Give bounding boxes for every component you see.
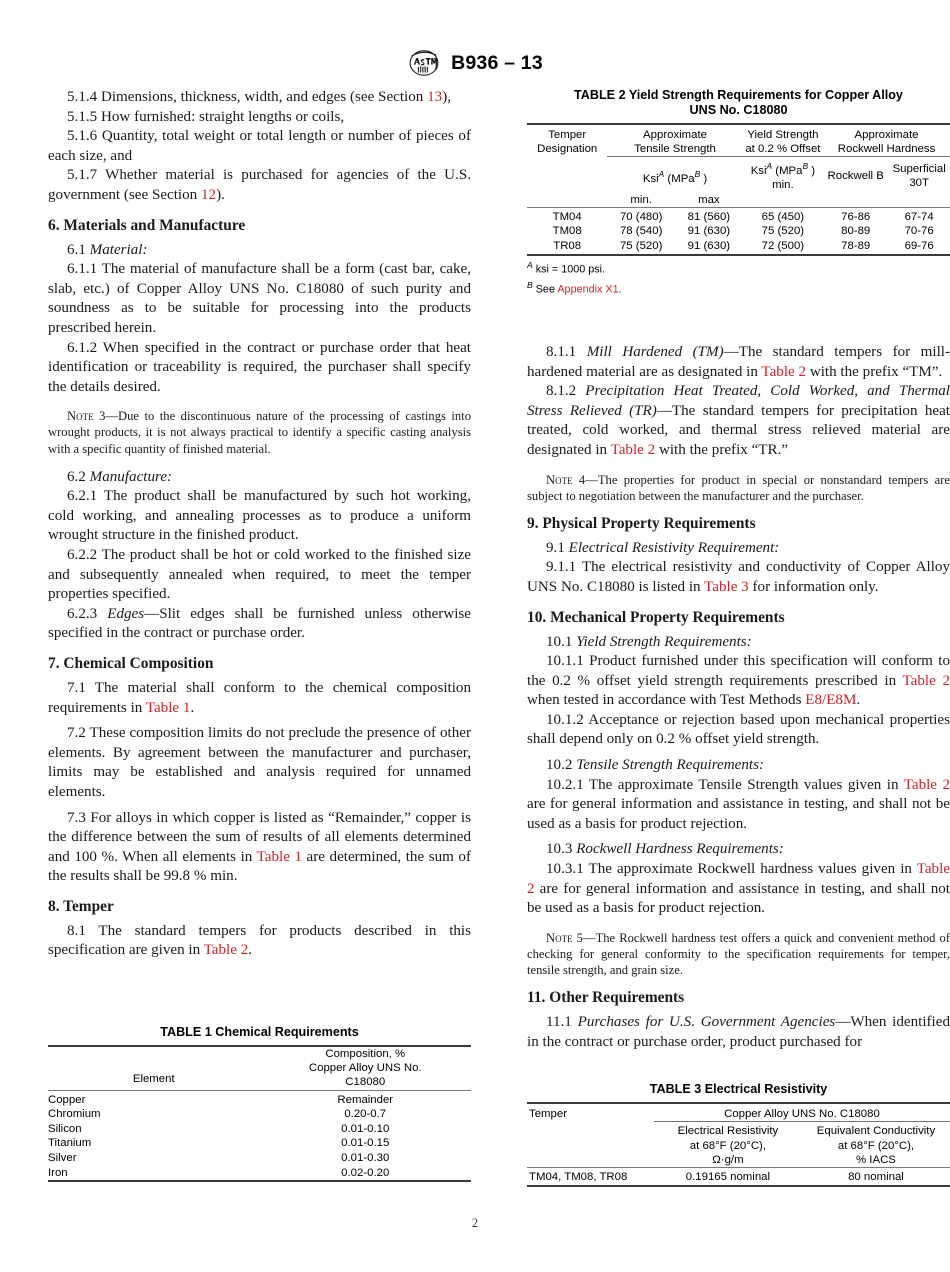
table-2-header-yield: [743, 124, 823, 157]
table-2-subheader-superficial: [888, 157, 950, 193]
text: are for general information and assistance in testing, and shall not be used as a basis for product rejection.: [527, 880, 950, 917]
section-heading-8: 8. Temper: [48, 897, 114, 915]
header-line-2: Copper Alloy UNS No.: [308, 1062, 422, 1075]
title-line-2: UNS No. C18080: [689, 103, 788, 117]
table-3-header-temper: Temper: [529, 1108, 567, 1121]
text: 10.2.1 The approximate Tensile Strength values given in: [546, 776, 904, 793]
text: 10.2: [546, 757, 577, 774]
paragraph-10-2-1: [527, 776, 950, 835]
table-2-subheader-rockwell-b: Rockwell B: [823, 157, 888, 193]
section-heading-7: 7. Chemical Composition: [48, 654, 214, 672]
table-3-header-resistivity: [654, 1122, 802, 1168]
unit-mpa: (MPa: [664, 172, 695, 185]
cross-reference-table-2[interactable]: Table 2: [203, 942, 249, 959]
right-column: [527, 88, 950, 1188]
paragraph-8-1: [48, 922, 471, 961]
text: —The standard tempers for precipitation heat treated, cold worked, and thermal stress relieved material are designated in: [527, 402, 950, 458]
cell-element: Titanium: [48, 1137, 92, 1150]
paragraph-8-1-1: [527, 343, 950, 382]
text: are determined, the sum of the results shall be 99.8 % min.: [48, 848, 472, 885]
cross-reference-table-2[interactable]: Table 2: [903, 776, 950, 793]
cell-tensile-min: 78 (540): [619, 225, 663, 238]
table-2-header-row-3: [527, 193, 950, 208]
paragraph-10-3: [527, 840, 950, 860]
cell-rockwell-b: 80-89: [841, 225, 871, 238]
text: 5.1.4 Dimensions, thickness, width, and edges (see Section: [67, 89, 428, 105]
cross-reference-table-2[interactable]: Table 2: [527, 861, 950, 897]
header-line-2: Rockwell Hardness: [837, 143, 936, 156]
paragraph-9-1: [527, 539, 950, 559]
unit-mpa: (MPa: [772, 165, 803, 178]
footnote-marker-b: B: [527, 279, 533, 290]
table-2-subheader-min: min.: [630, 193, 652, 206]
text: 10.3: [546, 841, 577, 858]
text: 9.1: [546, 539, 569, 556]
header-line-3: % IACS: [856, 1153, 896, 1166]
cross-reference-table-1[interactable]: Table 1: [256, 848, 302, 865]
text: for information only.: [748, 578, 879, 595]
footnote-text: ksi = 1000 psi.: [532, 263, 606, 276]
paragraph-5-1-6: 5.1.6 Quantity, total weight or total length or number of pieces of each size, and: [48, 128, 471, 164]
footnote-marker-a: A: [766, 161, 773, 172]
text: .: [190, 699, 195, 716]
table-2-header-hardness: [823, 124, 950, 157]
cell-superficial: 69-76: [904, 240, 934, 252]
cross-reference-table-3[interactable]: Table 3: [704, 578, 749, 595]
text: .: [248, 942, 253, 959]
cell-yield-min: 75 (520): [761, 225, 805, 238]
footnote-text: See: [532, 283, 558, 296]
table-row: [527, 239, 950, 255]
text: —The standard tempers for mill-hardened material are as designated in: [527, 343, 950, 380]
paragraph-9-1-1: [527, 558, 950, 597]
text: 5.1.7 Whether material is purchased for agencies of the U.S. government (see Section: [48, 167, 471, 203]
cell-tensile-max: 81 (560): [687, 210, 731, 223]
cell-conductivity: 80 nominal: [848, 1171, 904, 1184]
table-row: [527, 1170, 950, 1186]
text: 8.1 The standard tempers for products described in this specification are given in: [48, 922, 471, 959]
paragraph-6-2: [48, 468, 471, 488]
text: when tested in accordance with Test Methods: [527, 692, 806, 709]
paragraph-5-1-5: 5.1.5 How furnished: straight lengths or coils,: [67, 108, 345, 125]
paragraph-8-1-2: [527, 382, 950, 460]
text: with the prefix “TR.”: [655, 441, 789, 458]
table-1-header-element: Element: [132, 1073, 175, 1086]
text: ).: [216, 186, 225, 203]
text: with the prefix “TM”.: [806, 363, 943, 380]
note-label: Note: [546, 930, 573, 945]
cross-reference-appendix-x1[interactable]: Appendix X1: [557, 283, 619, 296]
table-2-footnote-a: [527, 257, 950, 277]
cross-reference-e8-e8m[interactable]: E8/E8M: [805, 692, 857, 709]
cell-element: Silver: [48, 1152, 77, 1165]
cell-composition: 0.01-0.10: [341, 1122, 390, 1135]
rule: [527, 1186, 950, 1188]
table-1: [48, 1025, 471, 1183]
note-text: The Rockwell hardness test offers a quick and convenient method of checking for general conformity to the specification requirements for temper, tensile strength, and grain size.: [527, 930, 950, 977]
cell-superficial: 70-76: [904, 225, 934, 238]
cell-tensile-min: 70 (480): [619, 210, 663, 223]
header-line-1: Equivalent Conductivity: [816, 1125, 936, 1138]
text: Yield Strength Requirements:: [576, 633, 752, 650]
astm-logo-icon: [407, 48, 441, 78]
text: 7.1 The material shall conform to the chemical composition requirements in: [48, 679, 471, 716]
section-heading-10: 10. Mechanical Property Requirements: [527, 608, 785, 626]
text: Tensile Strength Requirements:: [576, 757, 764, 774]
header-line-3: Ω·g/m: [712, 1153, 744, 1166]
blank: [888, 193, 950, 208]
text: 11.1: [546, 1014, 578, 1031]
text: .: [856, 692, 861, 709]
section-heading-9: 9. Physical Property Requirements: [527, 514, 756, 532]
footnote-marker-b: B: [694, 168, 701, 179]
paragraph-7-3: [48, 809, 471, 887]
footnote-marker-b: B: [802, 161, 809, 172]
text: 6.2.3: [67, 605, 108, 622]
cell-tensile-max: 91 (630): [687, 240, 731, 252]
paragraph-10-2: [527, 756, 950, 776]
paragraph-6-2-2: 6.2.2 The product shall be hot or cold worked to the finished size and subsequently annealed when required, to meet the temper properties specified.: [48, 546, 471, 603]
cell-composition: 0.01-0.30: [341, 1152, 390, 1165]
paragraph-10-3-1: [527, 860, 950, 919]
header-line-2: at 0.2 % Offset: [745, 143, 821, 156]
footnote-text: .: [618, 283, 622, 296]
note-5: [527, 930, 950, 978]
text: —When identified in the contract or purchase order, product purchased for: [527, 1014, 950, 1050]
text: Mill Hardened (TM): [586, 343, 724, 360]
blank: [823, 193, 888, 208]
paragraph-10-1: [527, 633, 950, 653]
rule: [48, 1181, 471, 1183]
note-text: The properties for product in special or nonstandard tempers are subject to negotiation between the manufacturer and the purchaser.: [527, 472, 950, 503]
paragraph-5-1-4: [48, 88, 471, 108]
table-2: [527, 88, 950, 297]
cell-temper: TM04: [552, 210, 582, 223]
blank: [743, 193, 823, 208]
cross-reference-table-2[interactable]: Table 2: [610, 441, 656, 458]
text: ),: [442, 89, 452, 105]
cross-reference-table-1[interactable]: Table 1: [145, 699, 191, 716]
table-2-subheader-max: max: [698, 193, 720, 206]
header-line-1: Superficial: [892, 162, 946, 175]
cell-composition: 0.02-0.20: [341, 1166, 390, 1179]
unit-ksi: Ksi: [750, 165, 767, 178]
cell-element: Silicon: [48, 1122, 82, 1135]
paragraph-6-1: [48, 241, 471, 261]
note-4: [527, 472, 950, 504]
cell-tensile-min: 75 (520): [619, 240, 663, 252]
cell-element: Chromium: [48, 1108, 101, 1121]
cross-reference-section-12[interactable]: 12: [201, 186, 217, 203]
cell-rockwell-b: 78-89: [841, 240, 871, 252]
table-2-unit-tensile: [607, 157, 742, 193]
note-number: 3—: [93, 409, 118, 424]
document-id: B936 – 13: [451, 51, 543, 74]
note-text: Due to the discontinuous nature of the processing of castings into wrought products, it is not always practical to identify a specific casting analysis with a specific quantity of finished material.: [48, 409, 471, 456]
paragraph-11-1: [527, 1013, 950, 1052]
table-3-title: TABLE 3 Electrical Resistivity: [649, 1082, 828, 1097]
unit-close: ): [700, 172, 708, 185]
text: Precipitation Heat Treated, Cold Worked, and Thermal Stress Relieved (TR): [527, 383, 950, 419]
table-3-header-row-1: [527, 1103, 950, 1122]
left-column: [48, 88, 471, 1188]
footnote-marker-a: A: [658, 168, 665, 179]
table-2-footnote-b: [527, 277, 950, 297]
note-label: Note: [546, 472, 573, 487]
cell-element: Iron: [48, 1166, 68, 1179]
title-line-1: TABLE 2 Yield Strength Requirements for Copper Alloy: [574, 88, 903, 102]
paragraph-6-2-3: [48, 605, 471, 644]
header-line-3: C18080: [345, 1076, 386, 1089]
table-2-header-temper: [527, 124, 607, 193]
text: Rockwell Hardness Requirements:: [576, 841, 784, 858]
header-line-2: 30T: [909, 177, 929, 189]
text: Purchases for U.S. Government Agencies: [577, 1014, 836, 1031]
unit-label: [743, 159, 823, 178]
header-line-1: Approximate: [643, 129, 707, 141]
blank: [527, 193, 607, 208]
header-line-2: Designation: [537, 143, 598, 156]
paragraph-10-1-1: [527, 652, 950, 711]
text: 7.3 For alloys in which copper is listed as “Remainder,” copper is the difference between the sum of results of all elements determined and 100 %. When all elements in: [48, 809, 471, 865]
paragraph-7-1: [48, 679, 471, 718]
header-line-1: Yield Strength: [747, 129, 819, 141]
paragraph-6-1-1: 6.1.1 The material of manufacture shall be a form (cast bar, cake, slab, etc.) of Copper Alloy UNS No. C18080 of such purity and soundness as to be suitable for processing into the products prescribed herein.: [48, 261, 471, 336]
note-number: 4—: [572, 472, 598, 487]
header-line-1: Approximate: [854, 129, 919, 141]
text: 10.1: [546, 633, 577, 650]
page-number: 2: [471, 1216, 479, 1230]
cell-superficial: 67-74: [904, 210, 934, 223]
paragraph-6-1-2: 6.1.2 When specified in the contract or purchase order that heat identification or traceability is required, the purchaser shall specify the details desired.: [48, 339, 471, 395]
table-3-header-span: Copper Alloy UNS No. C18080: [724, 1108, 880, 1121]
text: Electrical Resistivity Requirement:: [568, 539, 780, 556]
table-1-header-composition: [260, 1046, 472, 1090]
note-number: 5—: [572, 930, 596, 945]
text: 6.2: [67, 468, 90, 485]
text: —Slit edges shall be furnished unless otherwise specified in the contract or purchase order.: [48, 605, 471, 642]
header-line-1: Temper: [548, 129, 587, 141]
table-row: [48, 1166, 471, 1182]
page-header: [0, 48, 950, 78]
text: Manufacture:: [89, 468, 173, 485]
paragraph-5-1-7: [48, 166, 471, 205]
table-row: [48, 1093, 471, 1108]
unit-ksi: Ksi: [642, 172, 659, 185]
table-2-header-row-1: [527, 124, 950, 157]
header-line-2: at 68°F (20°C),: [689, 1139, 767, 1152]
cell-yield-min: 65 (450): [761, 210, 805, 223]
paragraph-7-2: 7.2 These composition limits do not preclude the presence of other elements. By agreement between the manufacturer and purchaser, limits may be established and analysis required for unnamed elements.: [48, 725, 471, 800]
cell-composition: 0.20-0.7: [344, 1108, 387, 1121]
note-label: Note: [67, 409, 94, 424]
note-3: [48, 408, 471, 456]
footnote-marker-a: A: [527, 259, 533, 270]
table-2-title: [527, 88, 950, 118]
cell-temper: TM04, TM08, TR08: [529, 1171, 628, 1184]
header-line-2: at 68°F (20°C),: [837, 1139, 915, 1152]
cell-composition: 0.01-0.15: [341, 1137, 390, 1150]
header-line-1: Electrical Resistivity: [677, 1125, 779, 1138]
paragraph-6-2-1: 6.2.1 The product shall be manufactured by such hot working, cold working, and annealing processes as to produce a uniform wrought structure in the finished product.: [48, 488, 471, 544]
cell-temper: TM08: [552, 225, 582, 238]
cross-reference-table-2[interactable]: Table 2: [761, 363, 807, 380]
cell-rockwell-b: 76-86: [841, 210, 871, 223]
unit-label: [607, 167, 742, 186]
table-row: [48, 1136, 471, 1151]
cross-reference-table-2[interactable]: Table 2: [902, 672, 950, 689]
text: 6.1: [67, 241, 90, 258]
text: 8.1.2: [546, 383, 586, 400]
table-row: [48, 1151, 471, 1166]
header-line-1: Composition, %: [325, 1048, 406, 1061]
table-1-header-row: [48, 1046, 471, 1090]
text: 9.1.1 The electrical resistivity and conductivity of Copper Alloy UNS No. C18080 is listed in: [527, 559, 950, 595]
table-row: [48, 1122, 471, 1137]
cell-resistivity: 0.19165 nominal: [685, 1171, 771, 1184]
cell-composition: Remainder: [337, 1093, 394, 1106]
cross-reference-section-13[interactable]: 13: [427, 89, 443, 105]
table-2-header-tensile: [607, 124, 742, 157]
paragraph-10-1-2: 10.1.2 Acceptance or rejection based upon mechanical properties shall depend only on 0.2 % offset yield strength.: [527, 711, 950, 748]
header-line-2: Tensile Strength: [634, 143, 716, 156]
text: Material:: [89, 241, 148, 258]
table-row: [527, 224, 950, 239]
table-row: [48, 1107, 471, 1122]
text: Edges: [107, 605, 145, 622]
text: 10.1.1 Product furnished under this specification will conform to the 0.2 % offset yield strength requirements prescribed in: [527, 653, 950, 689]
cell-temper: TR08: [553, 240, 582, 252]
cell-yield-min: 72 (500): [761, 240, 805, 252]
cell-tensile-max: 91 (630): [687, 225, 731, 238]
table-1-title: TABLE 1 Chemical Requirements: [160, 1025, 359, 1040]
text: 10.3.1 The approximate Rockwell hardness values given in: [546, 861, 917, 878]
table-3-header-conductivity: [802, 1122, 950, 1168]
cell-element: Copper: [48, 1093, 86, 1106]
unit-close: ): [808, 165, 816, 178]
section-heading-11: 11. Other Requirements: [527, 989, 685, 1007]
section-heading-6: 6. Materials and Manufacture: [48, 216, 246, 234]
table-2-unit-yield: [743, 157, 823, 193]
table-3: [527, 1082, 950, 1187]
sub-header-min: min.: [772, 179, 794, 192]
text: 8.1.1: [546, 343, 587, 360]
table-row: [527, 210, 950, 225]
text: are for general information and assistance in testing, and shall not be used as a basis for product rejection.: [527, 796, 950, 832]
